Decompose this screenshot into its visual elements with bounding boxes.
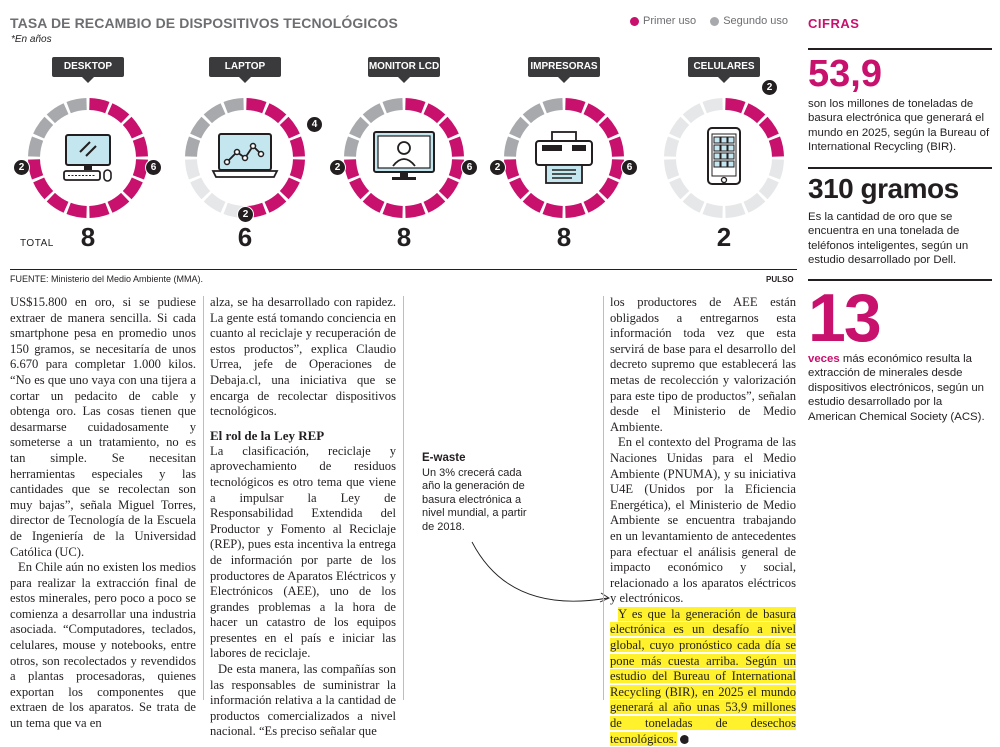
cifra-number-3: 13 [808,280,880,356]
total-value-monitor-lcd: 8 [396,222,412,252]
cifra-body-3: más económico resulta la extracción de minerales desde dispositivos electrónicos, según un estudio desarrollado por la American Chemical Society (ACS). [808,353,985,423]
column-divider [603,296,604,700]
device-monitor-lcd [334,54,474,214]
cifras-divider [808,48,992,50]
device-label-impresoras: IMPRESORAS [528,57,600,77]
laptop-icon [175,54,315,214]
smartphone-icon [654,54,794,214]
total-value-laptop: 6 [237,222,253,252]
total-value-impresoras: 8 [556,222,572,252]
monitor-icon [334,54,474,214]
paragraph: US$15.800 en oro, si se pudiese extraer de manera sencilla. Si cada smartphone pesa en promedio unos 150 gramos, se necesitaría de unos 6.670 para completar 1.000 kilos. “No es que uno vaya con una tijera a cortar un pedacito de cable y obtenga oro. Las cosas tienen que desarmarse cuidadosamente y someterse a un tratamiento, no es tan simple. Se necesitan herramientas especiales y las cantidades que se recolectan son muy bajas”, señala Miguel Torres, director de Tecnología de la Escuela de Ingeniería de la Universidad Católica (UC). [10,295,196,559]
device-impresoras [494,54,634,214]
badge-second-use-impresoras: 2 [489,159,506,176]
paragraph: La clasificación, reciclaje y aprovechamiento de residuos tecnológicos es otro tema que viene a impulsar la Ley de Responsabilidad Extendida del Productor y Fomento al Reciclaje (REP), pues esta incentiva la entrega de información por parte de los productores de Aparatos Eléctricos y Electrónicos (AEE), uno de los grandes problemas a la hora de hacer un catastro de los equipos presentes en el país e iniciar las labores de reciclaje. [210,443,396,661]
end-mark-icon: P [680,735,689,744]
article-column-2 [210,295,396,740]
column-divider [203,296,204,700]
legend-label-primer-uso: Primer uso [643,15,697,27]
cifra-text-3 [808,352,990,424]
legend-label-segundo-uso: Segundo uso [723,15,789,27]
source-note: FUENTE: Ministerio del Medio Ambiente (MMA). [10,274,204,284]
paragraph: En Chile aún no existen los medios para realizar la extracción final de estos minerales, pero poco a poco se comienza a desarrollar una industria asociada. “Computadores, teclados, celulares, mouse y notebooks, entre otros, son recolectados y revendidos a plantas procesadoras, quienes exportan los componentes que extraen de los aparatos. Se trata de un tema que va en [10,560,196,731]
subheading: El rol de la Ley REP [210,427,325,443]
desktop-icon [18,54,158,214]
cifra-number-1: 53,9 [808,53,882,95]
badge-first-use-celulares: 2 [761,79,778,96]
arrow-icon [470,540,620,620]
legend-item-primer-uso [630,15,696,27]
badge-second-use-laptop: 2 [237,206,254,223]
cifra-text-2: Es la cantidad de oro que se encuentra en una tonelada de teléfonos inteligentes, según un estudio desarrollado por Dell. [808,211,969,267]
source-divider [10,269,797,270]
printer-icon [494,54,634,214]
badge-second-use-desktop: 2 [13,159,30,176]
article-column-1 [10,295,196,732]
device-label-monitor-lcd: MONITOR LCD [368,57,440,77]
device-label-desktop: DESKTOP [52,57,124,77]
cifras-divider [808,167,992,169]
paragraph: De esta manera, las compañías son las responsables de suministrar la información relativa a la cantidad de productos comercializados a nivel nacional. “Es preciso señalar que [210,662,396,739]
cifras-sidebar [808,0,1000,709]
column-divider [403,296,404,700]
badge-first-use-impresoras: 6 [621,159,638,176]
badge-second-use-monitor-lcd: 2 [329,159,346,176]
total-value-desktop: 8 [80,222,96,252]
legend [630,15,788,27]
legend-swatch-primer-uso [630,17,639,26]
infographic-title: TASA DE RECAMBIO DE DISPOSITIVOS TECNOLÓGICOS [10,15,398,31]
device-label-laptop: LAPTOP [209,57,281,77]
legend-swatch-segundo-uso [710,17,719,26]
badge-first-use-desktop: 6 [145,159,162,176]
total-value-celulares: 2 [716,222,732,252]
highlighted-text: Y es que la generación de basura electrónica es un desafío a nivel global, cuyo pronóstico cada día se pone más cuesta arriba. Según un estudio del Bureau of International Recycling (BIR), en 2025 el mundo generará al año unas 53,9 millones de toneladas de desechos tecnológicos. [610,606,796,746]
credit-label: PULSO [766,275,794,284]
device-desktop [18,54,158,214]
ewaste-callout [422,452,538,534]
cifra-lead-3: veces [808,353,840,365]
device-label-celulares: CELULARES [688,57,760,77]
badge-first-use-monitor-lcd: 6 [461,159,478,176]
legend-item-segundo-uso [710,15,788,27]
cifras-title: CIFRAS [808,16,860,31]
article-column-3 [610,295,796,747]
ewaste-title: E-waste [422,452,466,464]
paragraph: En el contexto del Programa de las Naciones Unidas para el Medio Ambiente (PNUMA), y su iniciativa U4E (Unidos por la Eficiencia Energética), el Ministerio de Medio Ambiente se encuentra trabajando en un levantamiento de antecedentes para efectuar el análisis general de impacto económico y social, relacionado a los aparatos eléctricos y electrónicos. [610,435,796,606]
cifra-text-1: son los millones de toneladas de basura electrónica que generará el mundo en 2025, según la Bureau of International Recycling (BIR). [808,98,990,154]
infographic-subtitle: *En años [11,34,52,45]
paragraph: alza, se ha desarrollado con rapidez. La gente está tomando conciencia en cuanto al reciclaje y recuperación de estos productos”, explica Claudio Urrea, jefe de Operaciones de Debaja.cl, una iniciativa que se encarga de recolectar dispositivos tecnológicos. [210,295,396,419]
device-celulares [654,54,794,214]
device-laptop [175,54,318,220]
ewaste-text: Un 3% crecerá cada año la generación de basura electrónica a nivel mundial, a partir de 2018. [422,466,527,533]
paragraph: los productores de AEE están obligados a entregarnos esta información toda vez que esta servirá de base para el desarrollo del decreto supremo que establecerá las metas de recolección y valorización para este tipo de productos”, señalan desde el Ministerio de Medio Ambiente. [610,295,796,434]
highlighted-paragraph [610,607,796,747]
cifra-number-2: 310 gramos [808,173,959,204]
badge-first-use-laptop: 4 [306,116,323,133]
total-label: TOTAL [20,238,54,249]
